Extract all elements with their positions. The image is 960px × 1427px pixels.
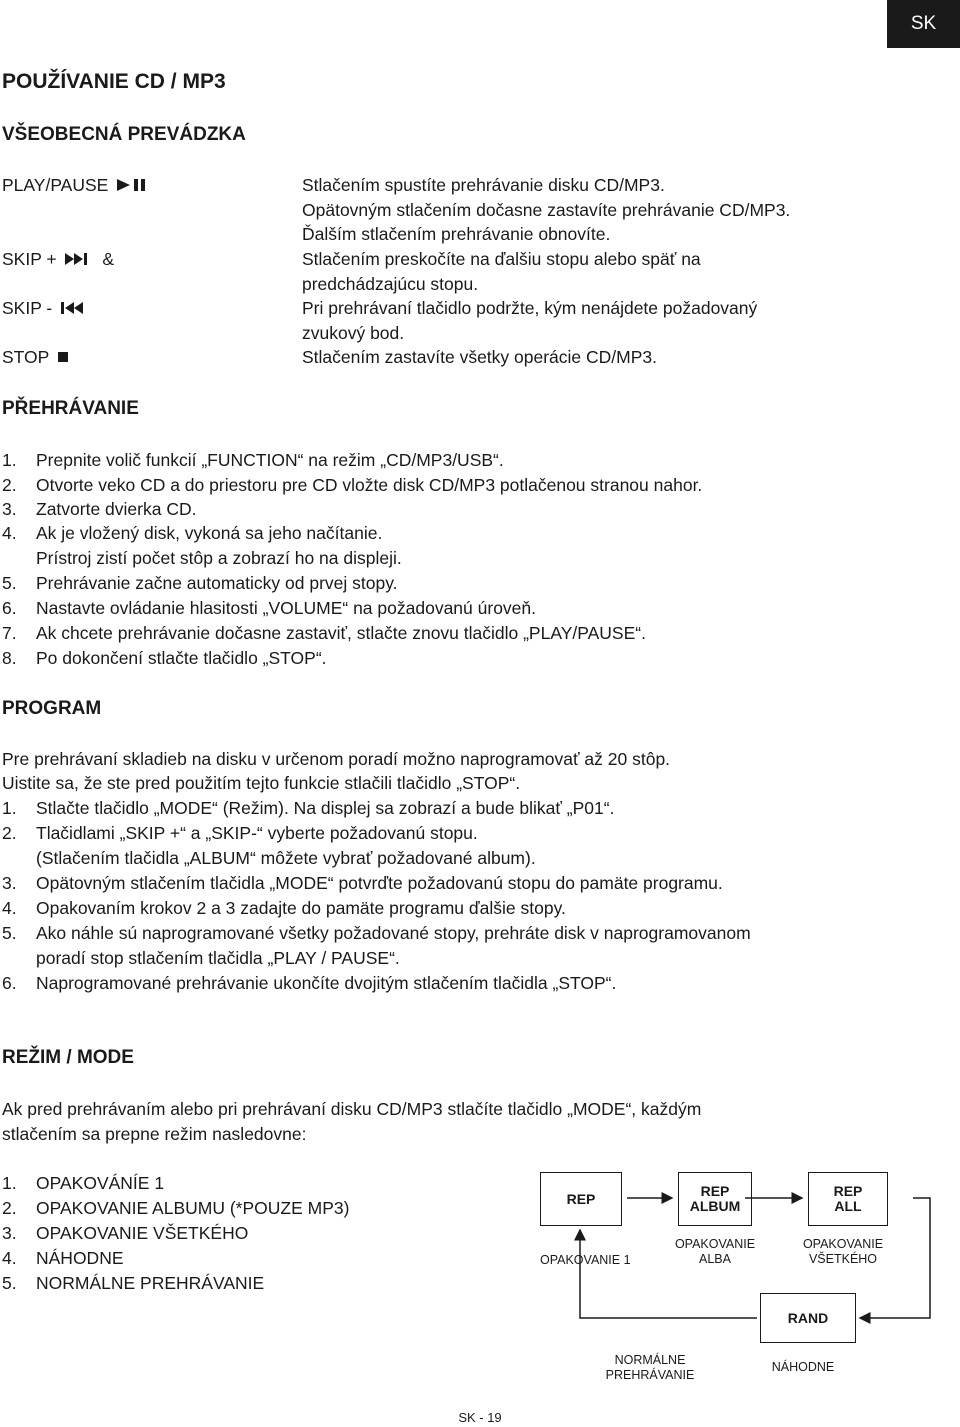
caption-rep: OPAKOVANIE 1: [540, 1253, 631, 1267]
list-item: 2. OPAKOVANIE ALBUMU (*POUZE MP3): [2, 1198, 350, 1218]
list-item: 4. Ak je vložený disk, vykoná sa jeho načítanie.: [2, 523, 383, 543]
control-desc-stop: Stlačením zastavíte všetky operácie CD/MP3.: [302, 347, 657, 367]
list-item: 5. Ako náhle sú naprogramované všetky požadované stopy, prehráte disk v naprogramovanom: [2, 923, 751, 943]
list-item: (Stlačením tlačidla „ALBUM“ môžete vybrať požadované album).: [36, 848, 536, 868]
section-heading-playback: PŘEHRÁVANIE: [2, 398, 139, 419]
section-heading-mode: REŽIM / MODE: [2, 1047, 134, 1068]
list-item: 4. Opakovaním krokov 2 a 3 zadajte do pamäte programu ďalšie stopy.: [2, 898, 566, 918]
mode-box-rand: RAND: [760, 1293, 856, 1343]
list-item: 4. NÁHODNE: [2, 1248, 124, 1268]
list-item: 3. Opätovným stlačením tlačidla „MODE“ potvrďte požadovanú stopu do pamäte programu.: [2, 873, 723, 893]
language-tab: SK: [887, 0, 960, 48]
list-item: 5. NORMÁLNE PREHRÁVANIE: [2, 1273, 265, 1293]
caption-album: OPAKOVANIE ALBA: [674, 1237, 756, 1266]
page-title: POUŽÍVANIE CD / MP3: [2, 70, 226, 93]
list-item: 2. Tlačidlami „SKIP +“ a „SKIP-“ vyberte požadovanú stopu.: [2, 823, 478, 843]
control-label-stop: STOP: [2, 347, 72, 368]
program-intro: Uistite sa, že ste pred použitím tejto funkcie stlačili tlačidlo „STOP“.: [2, 773, 521, 793]
mode-box-rep-album: REP ALBUM: [678, 1172, 752, 1226]
control-desc-play-pause: Stlačením spustíte prehrávanie disku CD/MP3. Opätovným stlačením dočasne zastavíte prehrávanie CD/MP3. Ďalším stlačením prehrávanie obnovíte.: [302, 175, 791, 244]
list-item: 1. Stlačte tlačidlo „MODE“ (Režim). Na displej sa zobrazí a bude blikať „P01“.: [2, 798, 615, 818]
mode-box-rep-all: REP ALL: [808, 1172, 888, 1226]
list-item: 1. OPAKOVÁNÍE 1: [2, 1173, 165, 1193]
list-item: poradí stop stlačením tlačidla „PLAY / PAUSE“.: [36, 948, 400, 968]
list-item: 1. Prepnite volič funkcií „FUNCTION“ na režim „CD/MP3/USB“.: [2, 450, 504, 470]
section-heading-general: VŠEOBECNÁ PREVÁDZKA: [2, 124, 246, 145]
program-intro: Pre prehrávaní skladieb na disku v určenom poradí možno naprogramovať až 20 stôp.: [2, 749, 671, 769]
control-desc-skip-prev: Pri prehrávaní tlačidlo podržte, kým nenájdete požadovaný zvukový bod.: [302, 298, 758, 343]
mode-box-rep: REP: [540, 1172, 622, 1226]
list-item: 6. Nastavte ovládanie hlasitosti „VOLUME“ na požadovanú úroveň.: [2, 598, 536, 618]
caption-random: NÁHODNE: [771, 1360, 835, 1374]
mode-intro: stlačením sa prepne režim nasledovne:: [2, 1124, 307, 1144]
control-desc-skip-next: Stlačením preskočíte na ďalšiu stopu alebo späť na predchádzajúcu stopu.: [302, 249, 701, 294]
list-item: 6. Naprogramované prehrávanie ukončíte dvojitým stlačením tlačidla „STOP“.: [2, 973, 617, 993]
control-label-skip-prev: SKIP -: [2, 298, 89, 319]
list-item: 5. Prehrávanie začne automaticky od prvej stopy.: [2, 573, 398, 593]
list-item: 2. Otvorte veko CD a do priestoru pre CD vložte disk CD/MP3 potlačenou stranou nahor.: [2, 475, 703, 495]
page-number: SK - 19: [458, 1410, 502, 1425]
list-item: 7. Ak chcete prehrávanie dočasne zastaviť, stlačte znovu tlačidlo „PLAY/PAUSE“.: [2, 623, 646, 643]
list-item: 3. Zatvorte dvierka CD.: [2, 499, 197, 519]
mode-intro: Ak pred prehrávaním alebo pri prehrávaní disku CD/MP3 stlačíte tlačidlo „MODE“, každým: [2, 1099, 702, 1119]
list-item: 8. Po dokončení stlačte tlačidlo „STOP“.: [2, 648, 327, 668]
list-item: 3. OPAKOVANIE VŠETKÉHO: [2, 1223, 249, 1243]
caption-normal: NORMÁLNE PREHRÁVANIE: [605, 1353, 695, 1382]
control-label-skip-next: SKIP + &: [2, 249, 115, 269]
control-label-play-pause: PLAY/PAUSE: [2, 175, 151, 196]
caption-all: OPAKOVANIE VŠETKÉHO: [802, 1237, 884, 1266]
section-heading-program: PROGRAM: [2, 698, 102, 719]
list-item: Prístroj zistí počet stôp a zobrazí ho na displeji.: [36, 548, 402, 568]
